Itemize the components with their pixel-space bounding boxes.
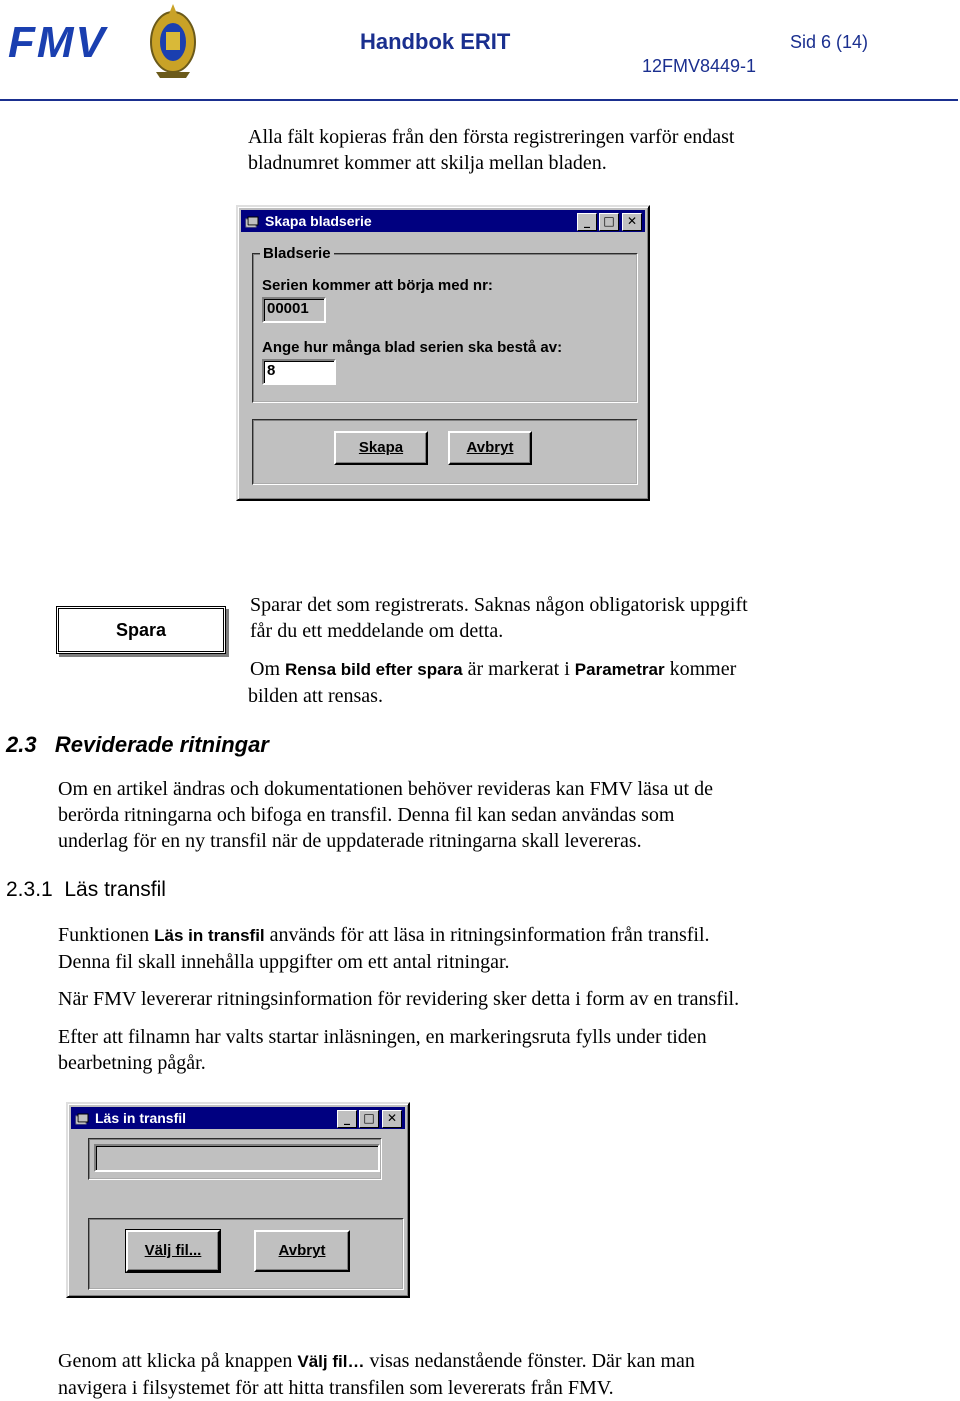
dialog-title: Läs in transfil bbox=[95, 1110, 187, 1126]
avbryt-button-label: Avbryt bbox=[278, 1242, 326, 1259]
paragraph-line: Om en artikel ändras och dokumentationen behöver revideras kan FMV läsa ut de bbox=[58, 778, 713, 800]
section-2-3-1-paragraph-2: När FMV levererar ritningsinformation för revidering sker detta i form av en transfil. bbox=[58, 988, 740, 1010]
paragraph-line: navigera i filsystemet för att hitta transfilen som levererats från FMV. bbox=[58, 1377, 614, 1399]
start-number-field: 00001 bbox=[262, 297, 326, 323]
note-text: kommer bbox=[664, 658, 737, 680]
dialog-titlebar bbox=[71, 1107, 405, 1129]
intro-line: Alla fält kopieras från den första registreringen varför endast bbox=[248, 126, 735, 148]
section-2-3-1-paragraph-3 bbox=[58, 1024, 938, 1076]
window-icon bbox=[75, 1111, 89, 1125]
intro-line: bladnumret kommer att skilja mellan bladen. bbox=[248, 152, 607, 174]
skapa-bladserie-dialog bbox=[236, 205, 650, 501]
paragraph-line: underlag för en ny transfil när de uppdaterade ritningarna skall levereras. bbox=[58, 830, 642, 852]
header-page-number: Sid 6 (14) bbox=[790, 32, 869, 52]
section-heading: 2.3 Reviderade ritningar bbox=[6, 732, 269, 757]
avbryt-button-label: Avbryt bbox=[466, 439, 514, 456]
button-panel bbox=[252, 419, 638, 485]
paragraph-text: visas nedanstående fönster. Där kan man bbox=[364, 1350, 695, 1372]
paragraph-line: Denna fil skall innehålla uppgifter om ett antal ritningar. bbox=[58, 951, 510, 973]
avbryt-button[interactable] bbox=[254, 1230, 350, 1272]
dialog-title: Skapa bladserie bbox=[265, 213, 372, 229]
skapa-button-label: Skapa bbox=[358, 439, 404, 456]
rensa-option-name: Rensa bild efter spara bbox=[285, 660, 463, 679]
sheet-count-label: Ange hur många blad serien ska bestå av: bbox=[262, 339, 563, 356]
function-name: Läs in transfil bbox=[154, 926, 265, 945]
header-title: Handbok ERIT bbox=[360, 29, 511, 54]
spara-rensa-note bbox=[250, 656, 930, 709]
spara-desc-line: Sparar det som registrerats. Saknas någon obligatorisk uppgift bbox=[250, 594, 748, 616]
avbryt-button[interactable] bbox=[448, 431, 532, 465]
fmv-crest-icon bbox=[146, 2, 200, 80]
header-divider bbox=[0, 99, 958, 101]
spara-button bbox=[56, 606, 226, 654]
header-doc-id: 12FMV8449-1 bbox=[642, 56, 757, 76]
section-2-3-1-paragraph-1 bbox=[58, 922, 938, 975]
section-2-3-paragraph bbox=[58, 776, 938, 854]
spara-desc-line: får du ett meddelande om detta. bbox=[250, 620, 504, 642]
dialog-titlebar bbox=[241, 210, 645, 232]
note-text: Om bbox=[250, 658, 285, 680]
maximize-icon[interactable]: □ bbox=[599, 213, 619, 231]
start-number-label: Serien kommer att börja med nr: bbox=[262, 277, 493, 294]
close-icon[interactable]: ✕ bbox=[622, 213, 642, 231]
valj-fil-button[interactable] bbox=[126, 1230, 220, 1272]
fmv-logo-text: FMV bbox=[8, 18, 107, 67]
skapa-button[interactable] bbox=[334, 431, 428, 465]
paragraph-line: berörda ritningarna och bifoga en transfil. Denna fil kan sedan användas som bbox=[58, 804, 675, 826]
paragraph-text: används för att läsa in ritningsinformation från transfil. bbox=[264, 924, 710, 946]
button-name: Välj fil… bbox=[297, 1352, 365, 1371]
window-icon bbox=[245, 214, 259, 228]
close-icon[interactable]: ✕ bbox=[382, 1110, 402, 1128]
note-line: bilden att rensas. bbox=[248, 685, 383, 707]
paragraph-text: Genom att klicka på knappen bbox=[58, 1350, 298, 1372]
valj-fil-paragraph bbox=[58, 1348, 938, 1401]
maximize-icon[interactable]: □ bbox=[359, 1110, 379, 1128]
parametrar-menu-name: Parametrar bbox=[574, 660, 665, 679]
sheet-count-input[interactable]: 8 bbox=[262, 359, 336, 385]
subsection-heading: 2.3.1 Läs transfil bbox=[6, 878, 166, 901]
minimize-icon[interactable]: _ bbox=[337, 1110, 357, 1128]
intro-paragraph bbox=[248, 124, 888, 176]
paragraph-text: Funktionen bbox=[58, 924, 155, 946]
progress-bar bbox=[94, 1144, 380, 1172]
las-in-transfil-dialog bbox=[66, 1102, 410, 1298]
minimize-icon[interactable]: _ bbox=[577, 213, 597, 231]
paragraph-line: bearbetning pågår. bbox=[58, 1052, 206, 1074]
note-text: är markerat i bbox=[462, 658, 575, 680]
paragraph-line: Efter att filnamn har valts startar inläsningen, en markeringsruta fylls under tiden bbox=[58, 1026, 707, 1048]
spara-description bbox=[250, 592, 910, 644]
spara-button-label: Spara bbox=[115, 620, 167, 640]
groupbox-label: Bladserie bbox=[260, 245, 334, 262]
valj-fil-button-label: Välj fil... bbox=[144, 1242, 202, 1259]
